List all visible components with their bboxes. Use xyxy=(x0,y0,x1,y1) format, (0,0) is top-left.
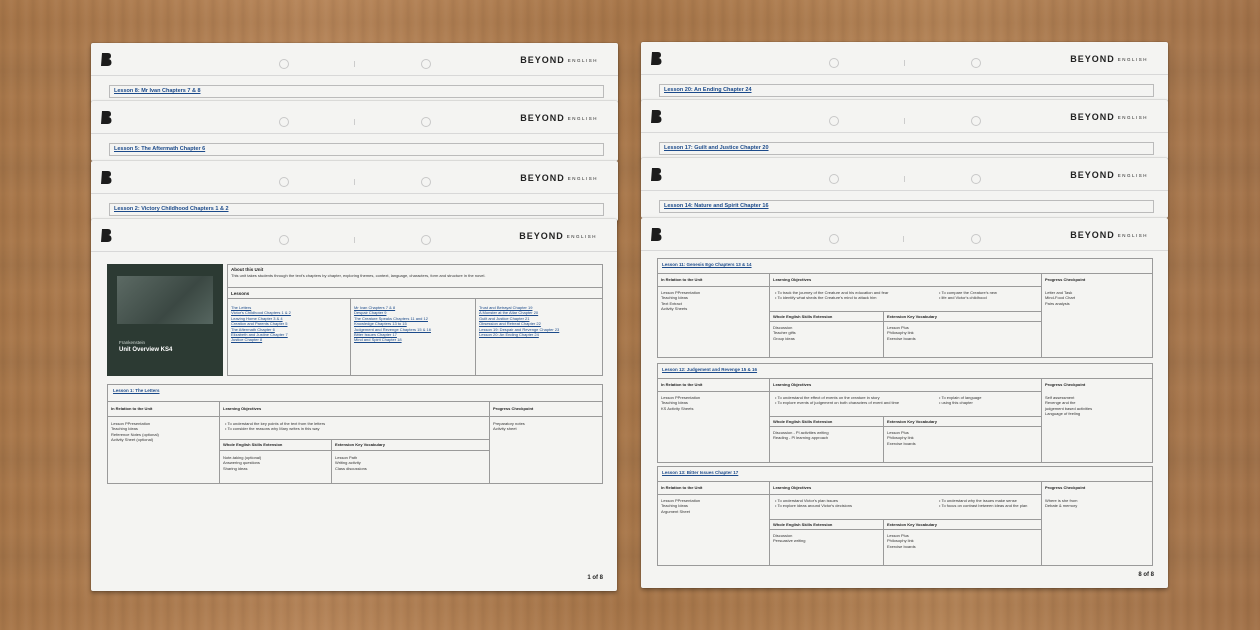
divider xyxy=(331,439,332,483)
header-divider xyxy=(641,250,1168,251)
binder-hole xyxy=(971,234,981,244)
list-item[interactable]: Mr Ivan Chapters 7 & 8 xyxy=(354,305,396,310)
divider xyxy=(1041,378,1042,462)
page-number: 8 of 8 xyxy=(1138,572,1154,578)
list-item-text: To focus on contrast between ideas and the plan xyxy=(941,503,1028,509)
fold-mark xyxy=(904,60,905,66)
divider xyxy=(769,481,770,565)
lesson-title: Lesson 11: Genesis Ego Chapters 13 & 14 xyxy=(662,262,752,267)
bullet: • xyxy=(939,395,942,400)
col-header-what: In Relation to the Unit xyxy=(111,406,153,411)
cover-kicker: Frankenstein xyxy=(119,340,146,345)
list-item[interactable]: Obsession and Retreat Chapter 22 xyxy=(479,321,541,327)
col-header-what: In Relation to the Unit xyxy=(661,277,703,282)
list-item: Letter and Task xyxy=(1045,290,1073,295)
lesson-title-bar xyxy=(659,142,1154,155)
list-item: Mind-Food Chart xyxy=(1045,295,1076,301)
divider xyxy=(475,298,476,375)
divider xyxy=(883,416,884,462)
list-item-text: To explore ideas around Victor's decisions xyxy=(777,503,852,509)
list-item: Self assessment xyxy=(1045,395,1075,400)
divider xyxy=(769,273,770,357)
list-item: Lesson Path xyxy=(335,455,358,460)
stacked-page xyxy=(91,101,618,161)
lesson-title-bar xyxy=(659,200,1154,213)
list-item xyxy=(775,503,852,508)
beyond-logo-icon xyxy=(651,51,662,66)
fold-mark xyxy=(354,61,355,67)
list-item: Writing activity xyxy=(335,460,361,466)
list-item: Where is she from xyxy=(1045,498,1078,503)
list-item[interactable]: Trust and Betrayal Chapter 19 xyxy=(479,305,533,310)
list-item[interactable]: Justice Chapter 8 xyxy=(231,337,263,343)
beyond-logo-icon xyxy=(651,227,662,242)
col-header-vocab: Extension Key Vocabulary xyxy=(887,314,937,319)
list-item-text: To compare the Creature's new xyxy=(941,290,997,295)
fold-mark xyxy=(904,118,905,124)
list-item: Revenge and the xyxy=(1045,400,1076,406)
list-item: Lesson Plus xyxy=(887,430,909,435)
divider xyxy=(657,273,1153,274)
divider xyxy=(769,519,1041,520)
list-item: Exercise boards xyxy=(887,440,916,446)
brand-logo: BEYOND ENGLISH xyxy=(520,113,598,123)
divider xyxy=(657,481,1153,482)
list-item: Exercise boards xyxy=(887,335,916,341)
beyond-logo-icon xyxy=(101,170,112,185)
col-header-objectives: Learning Objectives xyxy=(773,277,812,282)
lesson-title: Lesson 14: Nature and Spirit Chapter 16 xyxy=(664,203,769,209)
list-item xyxy=(775,400,899,405)
list-item[interactable]: The Aftermath Chapter 6 xyxy=(231,326,275,332)
fold-mark xyxy=(354,119,355,125)
brand-logo: BEYOND ENGLISH xyxy=(519,231,597,241)
bullet: • xyxy=(775,290,778,295)
lesson-title: Lesson 8: Mr Ivan Chapters 7 & 8 xyxy=(114,88,201,94)
list-item: Debate & memory xyxy=(1045,503,1078,509)
stacked-page xyxy=(641,158,1168,218)
lesson-title: Lesson 17: Guilt and Justice Chapter 20 xyxy=(664,145,769,151)
binder-hole xyxy=(829,234,839,244)
cover-title: Unit Overview KS4 xyxy=(119,347,173,353)
about-heading: About this Unit xyxy=(231,267,264,272)
header-divider xyxy=(641,74,1168,75)
list-item: Lesson Plus xyxy=(887,325,909,330)
col-header-skills: Whole English Skills Extension xyxy=(773,419,833,424)
list-item: Argument Sheet xyxy=(661,508,690,514)
header-divider xyxy=(641,132,1168,133)
about-text: This unit takes students through the text's chapters by chapter, exploring themes, context, language, characters, form and structure in the novel. xyxy=(231,273,486,278)
stacked-page xyxy=(91,161,618,221)
list-item[interactable]: A Monster at the Altar Chapter 20 xyxy=(479,310,539,316)
beyond-logo-icon xyxy=(651,109,662,124)
list-item[interactable]: Leaving Home Chapter 3 & 4 xyxy=(231,315,283,321)
col-header-skills: Whole English Skills Extension xyxy=(773,522,833,527)
divider xyxy=(219,439,489,440)
divider xyxy=(219,450,489,451)
list-item: Reference Notes (optional) xyxy=(111,431,159,437)
list-item: Lesson PPresentation xyxy=(661,498,701,503)
binder-hole xyxy=(829,116,839,126)
list-item: Reading - Pl learning approach xyxy=(773,435,829,441)
bullet: • xyxy=(775,503,778,509)
list-item[interactable]: Bitter Issues Chapter 17 xyxy=(354,332,397,338)
list-item[interactable]: Creation and Parents Chapter 5 xyxy=(231,321,288,327)
col-header-vocab: Extension Key Vocabulary xyxy=(887,522,937,527)
divider xyxy=(657,494,1041,495)
bullet: • xyxy=(939,400,942,406)
binder-hole xyxy=(421,235,431,245)
divider xyxy=(107,401,603,402)
list-item: Teacher gifts xyxy=(773,330,796,336)
list-item: Philosophy link xyxy=(887,435,914,441)
brand-logo: BEYOND ENGLISH xyxy=(520,55,598,65)
divider xyxy=(1041,273,1042,357)
lesson-title: Lesson 2: Victory Childhood Chapters 1 & 2 xyxy=(114,206,229,212)
col-header-progress: Progress Checkpoint xyxy=(1045,485,1086,490)
binder-hole xyxy=(971,116,981,126)
binder-hole xyxy=(279,117,289,127)
bullet: • xyxy=(939,295,942,301)
list-item: Philosophy link xyxy=(887,538,914,544)
front-right-page xyxy=(641,218,1168,588)
list-item-text: To identify what sheds the Creature's mind to attack him xyxy=(777,295,877,301)
binder-hole xyxy=(971,58,981,68)
divider xyxy=(883,311,884,357)
bullet: • xyxy=(225,426,228,432)
bullet: • xyxy=(775,295,778,301)
list-item: Group ideas xyxy=(773,335,795,341)
col-header-progress: Progress Checkpoint xyxy=(1045,277,1086,282)
brand-logo: BEYOND ENGLISH xyxy=(1070,54,1148,64)
list-item: Activity Sheets xyxy=(661,306,688,312)
binder-hole xyxy=(829,58,839,68)
list-item: Teaching Ideas xyxy=(111,426,138,432)
binder-hole xyxy=(279,59,289,69)
fold-mark xyxy=(903,236,904,242)
list-item: Lesson Plus xyxy=(887,533,909,538)
brand-logo: BEYOND ENGLISH xyxy=(1070,230,1148,240)
header-divider xyxy=(91,133,618,134)
list-item: Teaching Ideas xyxy=(661,400,688,406)
col-header-what: In Relation to the Unit xyxy=(661,382,703,387)
divider xyxy=(769,529,1041,530)
list-item xyxy=(939,400,981,405)
col-header-objectives: Learning Objectives xyxy=(773,382,812,387)
bullet: • xyxy=(939,498,942,503)
beyond-logo-icon xyxy=(101,52,112,67)
stacked-page xyxy=(91,43,618,103)
col-header-what: In Relation to the Unit xyxy=(661,485,703,490)
bullet: • xyxy=(775,400,778,406)
divider xyxy=(769,311,1041,312)
list-item-text: To understand why the issues make sense xyxy=(941,498,1017,503)
list-item: Teaching Ideas xyxy=(661,295,688,301)
bullet: • xyxy=(939,503,942,509)
list-item-text: To explain of language xyxy=(941,395,982,400)
divider xyxy=(1041,481,1042,565)
list-item: judgement based activities xyxy=(1045,405,1093,411)
list-item: Persuasive writing xyxy=(773,538,806,544)
list-item-text: To understand the key points of the text from the letters xyxy=(227,421,326,426)
bullet: • xyxy=(939,290,942,295)
list-item-text: To explore events of judgement on both characters of event and time xyxy=(777,400,900,406)
divider xyxy=(350,298,351,375)
list-item: Activity Sheet (optional) xyxy=(111,437,154,443)
binder-hole xyxy=(421,59,431,69)
list-item-text: To track the journey of the Creature and his education and fear xyxy=(777,290,889,295)
beyond-logo-icon xyxy=(651,167,662,182)
list-item: Discussion xyxy=(773,325,793,330)
divider xyxy=(769,378,770,462)
brand-logo: BEYOND ENGLISH xyxy=(1070,112,1148,122)
list-item: Pairs analysis xyxy=(1045,300,1070,306)
list-item: Discussion xyxy=(773,533,793,538)
col-header-objectives: Learning Objectives xyxy=(773,485,812,490)
binder-hole xyxy=(829,174,839,184)
binder-hole xyxy=(421,177,431,187)
divider xyxy=(769,321,1041,322)
lesson-title-bar xyxy=(109,143,604,156)
list-item: Activity sheet xyxy=(493,426,517,432)
list-item xyxy=(775,295,888,300)
divider xyxy=(219,401,220,483)
list-item: Answering questions xyxy=(223,460,260,466)
list-item[interactable]: Knowledge Chapters 13 to 15 xyxy=(354,321,407,327)
list-item xyxy=(939,295,997,300)
list-item xyxy=(225,426,325,431)
list-item: Lesson PPresentation xyxy=(661,395,701,400)
stacked-page xyxy=(641,42,1168,102)
divider xyxy=(227,287,603,288)
lesson-title: Lesson 5: The Aftermath Chapter 6 xyxy=(114,146,206,152)
list-item[interactable]: The Creature Speaks Chapters 11 and 12 xyxy=(354,315,428,321)
list-item[interactable]: The Letters xyxy=(231,305,252,310)
list-item-text: life and Victor's childhood xyxy=(941,295,987,301)
col-header-vocab: Extension Key Vocabulary xyxy=(887,419,937,424)
bullet: • xyxy=(775,498,778,503)
header-divider xyxy=(91,75,618,76)
col-header-objectives: Learning Objectives xyxy=(223,406,262,411)
list-item: Text Extract xyxy=(661,300,682,306)
fold-mark xyxy=(354,237,355,243)
list-item: Lesson PPresentation xyxy=(111,421,151,426)
col-header-vocab: Extension Key Vocabulary xyxy=(335,442,385,447)
page-number: 1 of 8 xyxy=(587,575,603,581)
beyond-logo-icon xyxy=(101,228,112,243)
list-item xyxy=(939,503,1027,508)
list-item-text: To understand the effect of events on the creature in story xyxy=(777,395,880,400)
list-item: Teaching Ideas xyxy=(661,503,688,509)
divider xyxy=(227,298,603,299)
lesson-title-bar xyxy=(659,84,1154,97)
cover-thumbnail xyxy=(107,264,223,376)
divider xyxy=(657,378,1153,379)
lesson-title-bar xyxy=(109,85,604,98)
list-item[interactable]: Lesson 19: Despair and Revenge Chapter 23 xyxy=(479,326,560,332)
list-item[interactable]: Despair Chapter 9 xyxy=(354,310,387,316)
list-item[interactable]: Victor's Childhood Chapters 1 & 2 xyxy=(231,310,291,316)
fold-mark xyxy=(904,176,905,182)
list-item[interactable]: Guilt and Justice Chapter 21 xyxy=(479,315,530,321)
list-item: Class discussions xyxy=(335,465,367,471)
col-header-skills: Whole English Skills Extension xyxy=(773,314,833,319)
lesson-title: Lesson 20: An Ending Chapter 24 xyxy=(664,87,752,93)
col-header-progress: Progress Checkpoint xyxy=(1045,382,1086,387)
list-item: Sharing ideas xyxy=(223,465,248,471)
lesson-title-bar xyxy=(109,203,604,216)
lessons-heading: Lessons xyxy=(231,291,250,296)
lesson-title: Lesson 13: Bitter Issues Chapter 17 xyxy=(662,470,739,475)
bullet: • xyxy=(225,421,228,426)
binder-hole xyxy=(971,174,981,184)
divider xyxy=(883,519,884,565)
beyond-logo-icon xyxy=(101,110,112,125)
list-item: Philosophy link xyxy=(887,330,914,336)
list-item-text: To understand Victor's plan issues xyxy=(777,498,838,503)
list-item[interactable]: Judgement and Revenge Chapters 15 & 16 xyxy=(354,326,431,332)
divider xyxy=(769,416,1041,417)
lesson-title: Lesson 12: Judgement and Revenge 15 & 16 xyxy=(662,367,758,372)
binder-hole xyxy=(279,177,289,187)
header-divider xyxy=(91,251,617,252)
list-item-text: using this chapter xyxy=(941,400,973,406)
col-header-progress: Progress Checkpoint xyxy=(493,406,534,411)
list-item[interactable]: Mind and Spirit Chapter 18 xyxy=(354,337,402,343)
col-header-skills: Whole English Skills Extension xyxy=(223,442,283,447)
brand-logo: BEYOND ENGLISH xyxy=(1070,170,1148,180)
list-item: Note-taking (optional) xyxy=(223,455,262,460)
list-item: Preparatory notes xyxy=(493,421,525,426)
list-item[interactable]: Lesson 20: An Ending Chapter 24 xyxy=(479,332,539,338)
lesson1-title: Lesson 1: The Letters xyxy=(113,388,160,393)
divider xyxy=(769,426,1041,427)
binder-hole xyxy=(421,117,431,127)
list-item: Exercise boards xyxy=(887,543,916,549)
front-left-page xyxy=(91,219,617,591)
binder-hole xyxy=(279,235,289,245)
stacked-page xyxy=(641,100,1168,160)
list-item: KS Activity Sheets xyxy=(661,405,694,411)
header-divider xyxy=(91,193,618,194)
divider xyxy=(489,401,490,483)
divider xyxy=(107,416,603,417)
header-divider xyxy=(641,190,1168,191)
list-item: Discussion - Pl activities writing xyxy=(773,430,829,435)
list-item-text: To consider the reasons why Mary writes in this way xyxy=(227,426,320,432)
divider xyxy=(657,391,1041,392)
list-item: Language of feeling xyxy=(1045,411,1081,417)
brand-logo: BEYOND ENGLISH xyxy=(520,173,598,183)
list-item[interactable]: Elizabeth and Justine Chapter 7 xyxy=(231,332,288,338)
cover-image xyxy=(117,276,213,324)
list-item: Lesson PPresentation xyxy=(661,290,701,295)
bullet: • xyxy=(775,395,778,400)
divider xyxy=(657,286,1041,287)
fold-mark xyxy=(354,179,355,185)
